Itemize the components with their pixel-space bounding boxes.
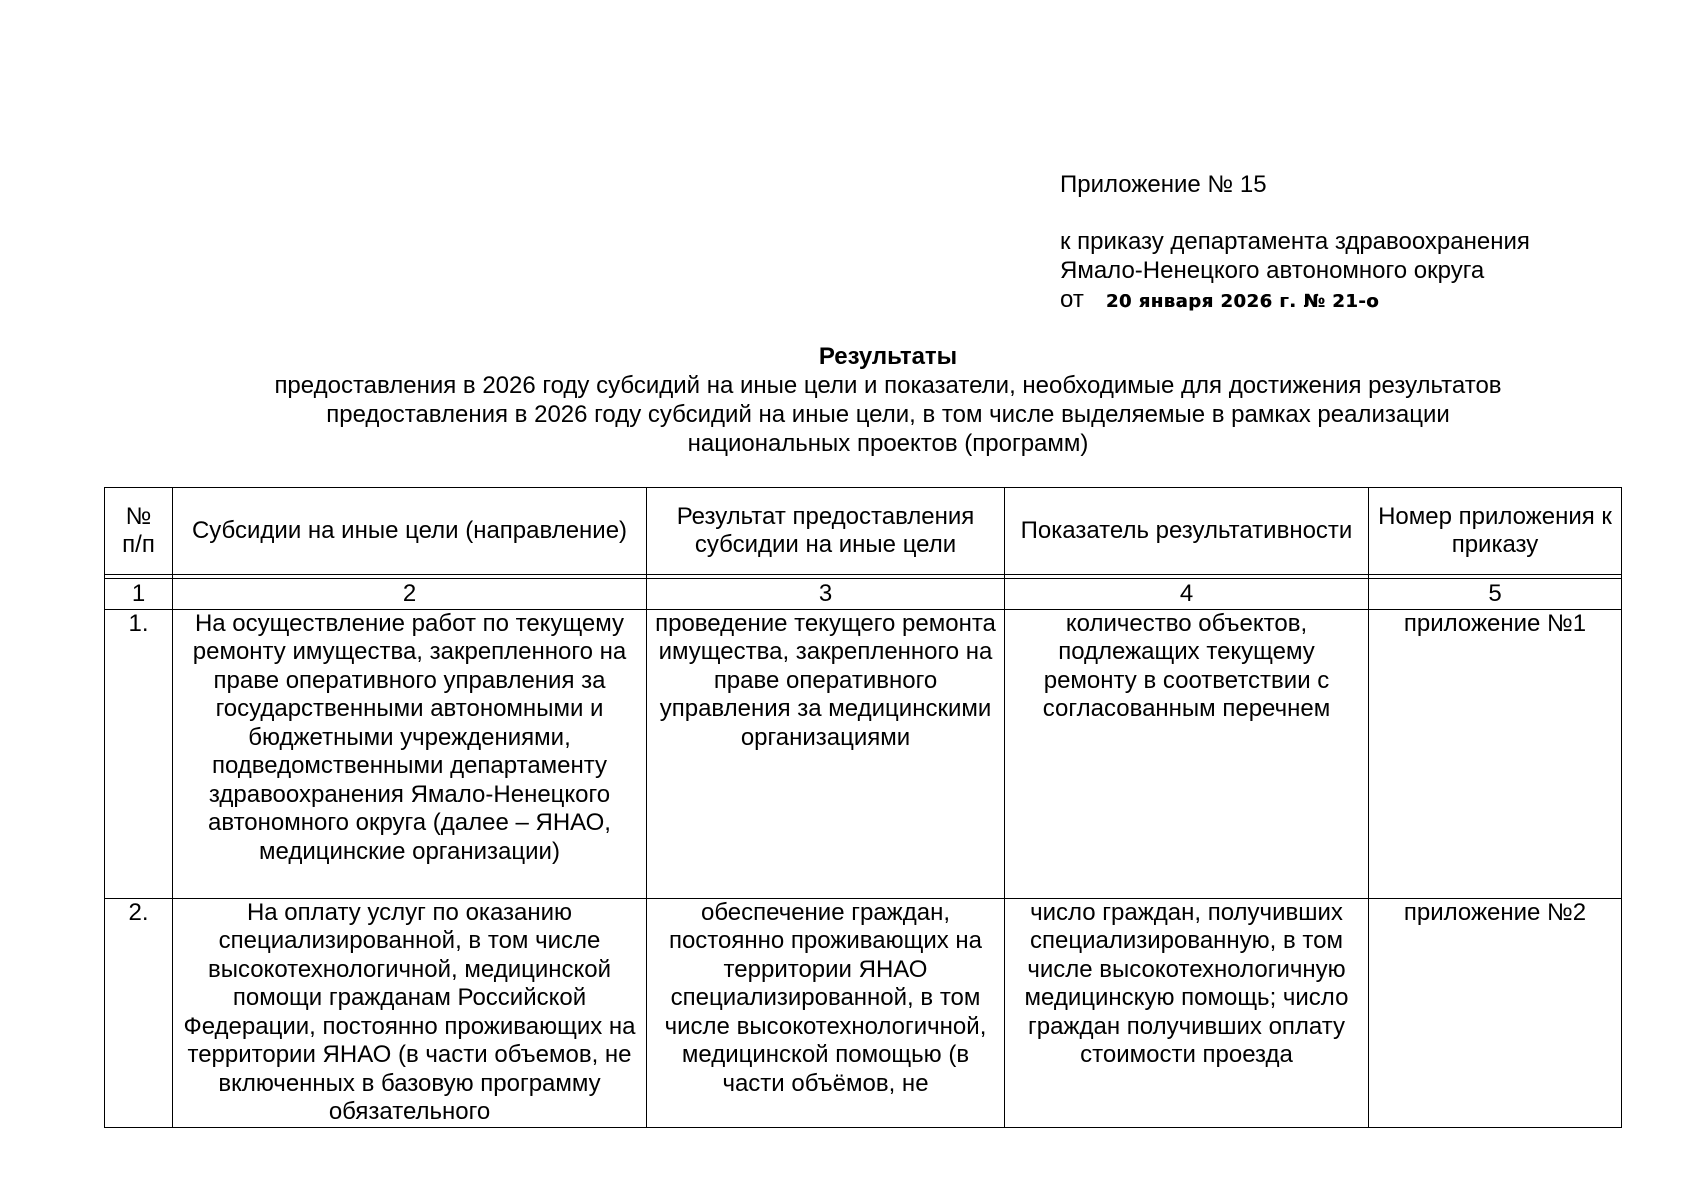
attachment-line-1: к приказу департамента здравоохранения (1060, 228, 1530, 255)
row-subsidy: На оплату услуг по оказанию специализированной, в том числе высокотехнологичной, медицинской помощи гражданам Российской Федерации, постоянно проживающих на территории ЯНАО (в части объемов, не включенных в базовую программу обязательного (173, 898, 647, 1127)
title-line-1: предоставления в 2026 году субсидий на иные цели и показатели, необходимые для достижения результатов (274, 372, 1502, 399)
attachment-date-line (1060, 285, 1660, 316)
header-cell-subsidy: Субсидии на иные цели (направление) (173, 488, 647, 575)
column-number: 3 (647, 579, 1005, 610)
attachment-line-2: Ямало-Ненецкого автономного округа (1060, 257, 1485, 284)
column-number: 2 (173, 579, 647, 610)
header-cell-appendix: Номер приложения к приказу (1369, 488, 1622, 575)
document-title (100, 342, 1676, 458)
title-line-3: национальных проектов (программ) (687, 430, 1089, 457)
row-subsidy: На осуществление работ по текущему ремонту имущества, закрепленного на праве оперативного управления за государственными автономными и бюджетными учреждениями, подведомственными департаменту здравоохранения Ямало-Ненецкого автономного округа (далее – ЯНАО, медицинские организации) (173, 609, 647, 898)
header-cell-indicator: Показатель результативности (1005, 488, 1369, 575)
row-indicator: количество объектов, подлежащих текущему ремонту в соответствии с согласованным перечнем (1005, 609, 1369, 898)
column-number: 5 (1369, 579, 1622, 610)
column-number: 1 (105, 579, 173, 610)
row-result: обеспечение граждан, постоянно проживающих на территории ЯНАО специализированной, в том числе высокотехнологичной, медицинской помощью (в части объёмов, не (647, 898, 1005, 1127)
header-cell-number: № п/п (105, 488, 173, 575)
row-appendix: приложение №1 (1369, 609, 1622, 898)
row-appendix: приложение №2 (1369, 898, 1622, 1127)
attachment-block (1060, 170, 1660, 316)
title-line-2: предоставления в 2026 году субсидий на иные цели, в том числе выделяемые в рамках реализации (326, 401, 1450, 428)
table-row (105, 898, 1622, 1127)
table-header-row (105, 488, 1622, 575)
attachment-number: Приложение № 15 (1060, 171, 1267, 198)
row-indicator: число граждан, получивших специализированную, в том числе высокотехнологичную медицинскую помощь; число граждан получивших оплату стоимости проезда (1005, 898, 1369, 1127)
column-number-row (105, 579, 1622, 610)
row-result: проведение текущего ремонта имущества, закрепленного на праве оперативного управления за медицинскими организациями (647, 609, 1005, 898)
order-date-number: 20 января 2026 г. № 21-о (1105, 291, 1380, 312)
row-number: 1. (105, 609, 173, 898)
row-number: 2. (105, 898, 173, 1127)
column-number: 4 (1005, 579, 1369, 610)
header-cell-result: Результат предоставления субсидии на иные цели (647, 488, 1005, 575)
table-row (105, 609, 1622, 898)
title-heading: Результаты (818, 343, 958, 370)
from-label: от (1060, 286, 1084, 313)
results-table (104, 487, 1622, 1128)
